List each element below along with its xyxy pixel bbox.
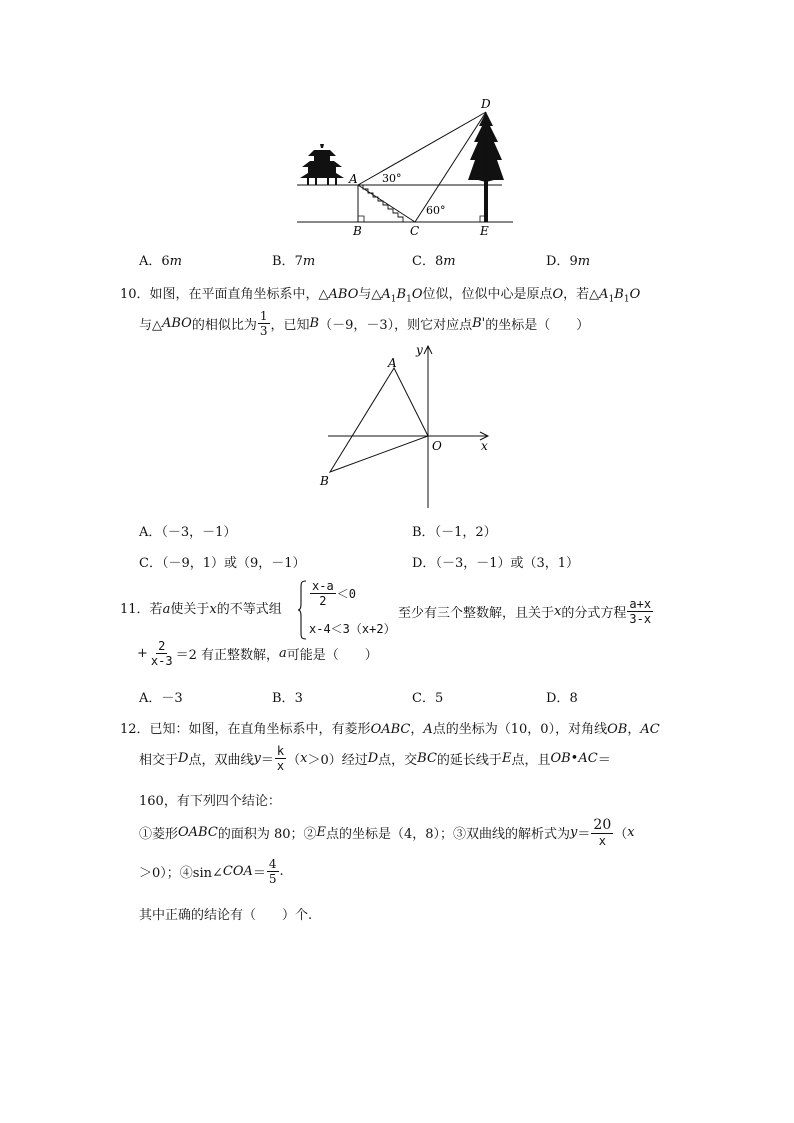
point-A-label: A (388, 356, 397, 370)
option-text: （－1，2） (434, 525, 497, 540)
text: E (316, 825, 326, 840)
numerator: k (276, 744, 285, 758)
q9-option-a[interactable] (139, 250, 182, 269)
text: 位似，位似中心是原点 (422, 287, 553, 302)
text: 如图，在平面直角坐标系中，△ (149, 287, 329, 302)
text: x (300, 751, 308, 766)
text: 点，交 (378, 753, 418, 768)
inequality-system (297, 580, 397, 640)
text: ＝ (260, 753, 274, 768)
text: O (629, 287, 641, 302)
text: • (570, 751, 579, 766)
denominator: x-3 (150, 654, 173, 668)
text: B (614, 287, 624, 302)
text: ＞0）经过 (307, 753, 368, 768)
q9-option-d[interactable] (546, 250, 590, 269)
ratio-fraction (258, 310, 270, 337)
text: x (627, 825, 635, 840)
text: O (411, 287, 423, 302)
text: 的分式方程 (561, 606, 627, 621)
option-letter: D． (546, 691, 570, 706)
option-text: 5 (434, 691, 444, 706)
text: D (178, 751, 189, 766)
text: ＝ (577, 827, 591, 842)
text: ， (410, 722, 424, 737)
text: 的不等式组 (216, 602, 282, 617)
option-text: 8 (569, 691, 578, 706)
option-letter: D． (546, 254, 570, 269)
question-number: 11． (120, 602, 150, 617)
q10-line2 (139, 310, 589, 337)
text: x (554, 604, 562, 619)
text: OABC (178, 825, 218, 840)
option-value: 6 (161, 254, 170, 269)
equation-fraction-2 (149, 640, 175, 667)
numerator: 4 (268, 857, 277, 871)
option-unit: m (302, 254, 316, 269)
text: 点，双曲线 (188, 753, 254, 768)
label-A: A (349, 172, 358, 186)
option-letter: B． (412, 525, 435, 540)
q10-option-b[interactable] (412, 521, 497, 540)
label-E: E (480, 224, 489, 238)
text: a (162, 602, 171, 617)
text: D (367, 751, 379, 766)
numerator: 1 (259, 309, 268, 323)
tower-tree-figure (290, 92, 520, 242)
text: ＝ (252, 866, 266, 881)
denominator: x (598, 834, 606, 848)
text: ＞0）；④sin∠ (139, 866, 223, 881)
text: + (137, 646, 148, 661)
option-value: 9 (569, 254, 578, 269)
option-letter: D． (412, 556, 436, 571)
text: A (599, 287, 609, 302)
q11-option-a[interactable] (139, 687, 183, 706)
option-letter: A． (139, 254, 162, 269)
question-number: 12． (120, 722, 150, 737)
option-value: 7 (294, 254, 303, 269)
q10-option-d[interactable] (412, 552, 579, 571)
pagoda-icon (300, 144, 344, 185)
text: ，若△ (563, 287, 600, 302)
text: 与△ (358, 287, 382, 302)
question-number: 10． (120, 287, 150, 302)
text: O (552, 287, 564, 302)
option-text: （－3，－1）或（3，1） (435, 556, 580, 571)
q11-line1-tail (398, 598, 654, 625)
text: 与△ (139, 318, 162, 333)
text: y (253, 751, 261, 766)
text: AC (640, 722, 660, 737)
option-unit: m (577, 254, 591, 269)
text: B (396, 287, 407, 302)
point-B-label: B (320, 474, 329, 488)
sine-fraction (267, 858, 279, 885)
text: ， (627, 722, 641, 737)
option-text: （－3，－1） (161, 525, 237, 540)
q12-line2 (139, 745, 611, 772)
text: ①菱形 (139, 827, 179, 842)
numerator: 20 (593, 817, 612, 833)
text: ＝ (597, 753, 611, 768)
subscript: 1 (608, 294, 615, 305)
text: 至少有三个整数解，且关于 (398, 606, 555, 621)
axis-y-label: y (416, 343, 423, 357)
q10-option-a[interactable] (139, 521, 236, 540)
subscript: 1 (406, 294, 412, 305)
q11-option-b[interactable] (272, 687, 303, 706)
q12-line1 (120, 718, 660, 737)
text: ＝2 有正整数解， (175, 648, 279, 663)
numerator: a+x (629, 597, 652, 611)
denominator: 2 (319, 594, 327, 608)
text: x (209, 602, 217, 617)
q12-line6: 其中正确的结论有（ ）个. (139, 908, 313, 923)
text: 使关于 (170, 602, 210, 617)
subscript: 1 (623, 294, 630, 305)
denominator: 3-x (629, 612, 652, 626)
text: ABO (328, 287, 359, 302)
origin-label: O (432, 439, 442, 453)
q12-line3: 160，有下列四个结论： (139, 794, 281, 809)
text: （－9，－3），则它对应点 (319, 318, 473, 333)
analytic-fraction (591, 818, 613, 847)
text: A (423, 722, 433, 737)
inequality-fraction (310, 580, 336, 607)
label-B: B (353, 224, 362, 238)
q10-line1 (120, 283, 640, 305)
option-unit: m (169, 254, 182, 269)
q9-option-c[interactable] (412, 250, 456, 269)
text: OABC (370, 722, 411, 737)
text: 的延长线于 (436, 753, 502, 768)
text: 的面积为 80；② (217, 827, 317, 842)
text: B (309, 316, 320, 331)
text: y (570, 825, 578, 840)
label-D: D (481, 97, 491, 111)
text: a (279, 646, 287, 661)
denominator: 3 (259, 324, 268, 338)
text: 若 (149, 602, 163, 617)
q11-line2 (137, 640, 378, 667)
option-letter: C． (412, 254, 435, 269)
subscript: 1 (390, 294, 397, 305)
option-letter: A． (139, 691, 162, 706)
text: ，已知 (270, 318, 310, 333)
equation-fraction (627, 598, 653, 625)
option-text: －3 (161, 691, 183, 706)
coordinate-figure (318, 340, 498, 512)
option-letter: C． (412, 691, 435, 706)
text: OB (607, 722, 628, 737)
text: 已知：如图，在直角坐标系中，有菱形 (149, 722, 371, 737)
option-text: 3 (294, 691, 303, 706)
option-letter: B． (272, 691, 295, 706)
q12-line4 (139, 818, 635, 847)
text: . (279, 864, 284, 879)
numerator: 2 (158, 639, 166, 653)
text: 的坐标是（ ） (485, 318, 590, 333)
label-C: C (410, 224, 420, 238)
text: （ (614, 827, 628, 842)
second-inequality: x-4＜3（x+2） (309, 622, 396, 636)
axis-x-label: x (481, 439, 488, 453)
left-brace-icon (297, 580, 307, 640)
text: 点，且 (511, 753, 551, 768)
q10-option-c[interactable] (139, 552, 306, 571)
text: B' (472, 316, 486, 331)
q12-line5 (139, 858, 284, 885)
text: E (501, 751, 512, 766)
text: （ (287, 753, 301, 768)
text: COA (222, 864, 253, 879)
text: AC (578, 751, 598, 766)
q11-option-d[interactable] (546, 687, 578, 706)
option-text: （－9，1）或（9，－1） (161, 556, 306, 571)
option-letter: C． (139, 556, 162, 571)
denominator: x (276, 759, 285, 773)
text: ABO (162, 316, 192, 331)
q11-option-c[interactable] (412, 687, 443, 706)
angle-60: 60° (426, 204, 446, 217)
text: 点的坐标是（4，8）；③双曲线的解析式为 (326, 827, 571, 842)
text: A (381, 287, 391, 302)
text: BC (417, 751, 437, 766)
text: 点的坐标为（10，0），对角线 (432, 722, 608, 737)
option-value: 8 (434, 254, 444, 269)
numerator: x-a (312, 579, 334, 593)
text: 可能是（ ） (286, 648, 378, 663)
text: OB (550, 751, 571, 766)
q11-line1 (120, 598, 282, 617)
denominator: 5 (268, 872, 277, 886)
hyperbola-fraction (275, 745, 286, 772)
option-unit: m (443, 254, 456, 269)
option-letter: B． (272, 254, 295, 269)
angle-30: 30° (382, 172, 402, 185)
option-letter: A． (139, 525, 162, 540)
text: 相交于 (139, 753, 179, 768)
relation: ＜0 (336, 587, 356, 601)
text: 的相似比为 (191, 318, 257, 333)
q9-option-b[interactable] (272, 250, 315, 269)
